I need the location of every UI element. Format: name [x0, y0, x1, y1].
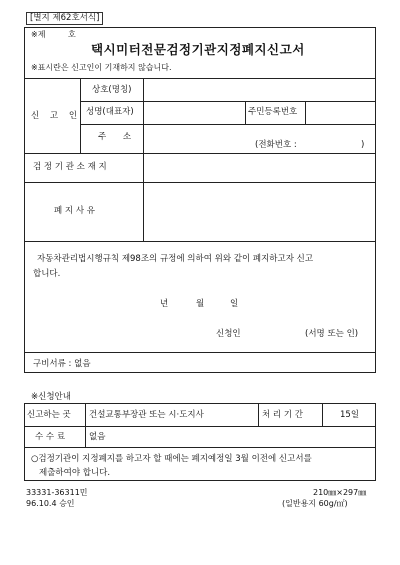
trade-name-field[interactable]: [150, 86, 370, 98]
date-month-label: 월: [196, 299, 205, 309]
divider: [85, 403, 86, 447]
paper-type: (일반용지 60g/㎡): [282, 499, 348, 508]
form-number-label: ※제: [31, 30, 46, 39]
divider: [258, 403, 259, 426]
resident-number-field[interactable]: [310, 108, 370, 120]
paper-size: 210㎜×297㎜: [313, 488, 367, 497]
guide-title: ※신청안내: [31, 392, 71, 402]
date-day-label: 일: [230, 299, 239, 309]
statement-line-2: 합니다.: [33, 269, 61, 279]
attachments-label: 구비서류 : 없음: [33, 359, 91, 369]
guide-note-line-2: 제출하여야 합니다.: [39, 468, 111, 478]
divider: [24, 426, 376, 427]
divider: [24, 447, 376, 448]
divider: [24, 78, 376, 79]
divider: [24, 241, 376, 242]
divider: [143, 78, 144, 241]
submission-place-label: 신고하는 곳: [27, 410, 71, 420]
date-year-label: 년: [160, 299, 169, 309]
phone-close: ): [361, 140, 365, 150]
page-title: 택시미터전문검정기관지정폐지신고서: [91, 42, 305, 57]
location-field[interactable]: [150, 163, 370, 175]
address-label: 주 소: [98, 132, 139, 142]
divider: [245, 101, 246, 124]
reason-label: 폐 지 사 유: [54, 206, 95, 216]
applicant-section-label: 신 고 인: [31, 111, 82, 121]
notice-text: ※표시란은 신고인이 기재하지 않습니다.: [31, 63, 172, 72]
form-number-tag: [별지 제62호서식]: [26, 12, 103, 25]
divider: [80, 101, 376, 102]
processing-period-label: 처 리 기 간: [262, 410, 303, 420]
divider: [24, 182, 376, 183]
divider: [80, 124, 376, 125]
fee-label: 수 수 료: [35, 432, 66, 442]
signature-label: (서명 또는 인): [305, 329, 359, 339]
divider: [322, 403, 323, 426]
applicant-sign-label: 신청인: [216, 329, 241, 339]
approval-date: 96.10.4 승인: [26, 499, 75, 508]
representative-name-field[interactable]: [150, 108, 240, 120]
location-label: 검 정 기 관 소 재 지: [33, 162, 107, 172]
guide-note-line-1: ○검정기관이 지정폐지를 하고자 할 때에는 폐지예정일 3월 이전에 신고서를: [31, 454, 312, 464]
reason-field[interactable]: [150, 190, 370, 234]
representative-name-label: 성명(대표자): [86, 107, 134, 117]
trade-name-label: 상호(명칭): [92, 85, 132, 95]
divider: [24, 153, 376, 154]
statement-line-1: 자동차관리법시행규칙 제98조의 규정에 의하여 위와 같이 폐지하고자 신고: [37, 254, 314, 264]
fee-value: 없음: [89, 432, 106, 442]
form-code: 33331-36311민: [26, 488, 88, 497]
processing-period-value: 15일: [340, 410, 360, 420]
form-number-suffix: 호: [68, 30, 76, 39]
divider: [24, 352, 376, 353]
submission-place-value: 건설교통부장관 또는 시·도지사: [89, 410, 204, 420]
resident-number-label: 주민등록번호: [248, 107, 298, 117]
phone-label: (전화번호 :: [255, 140, 297, 150]
divider: [305, 101, 306, 124]
